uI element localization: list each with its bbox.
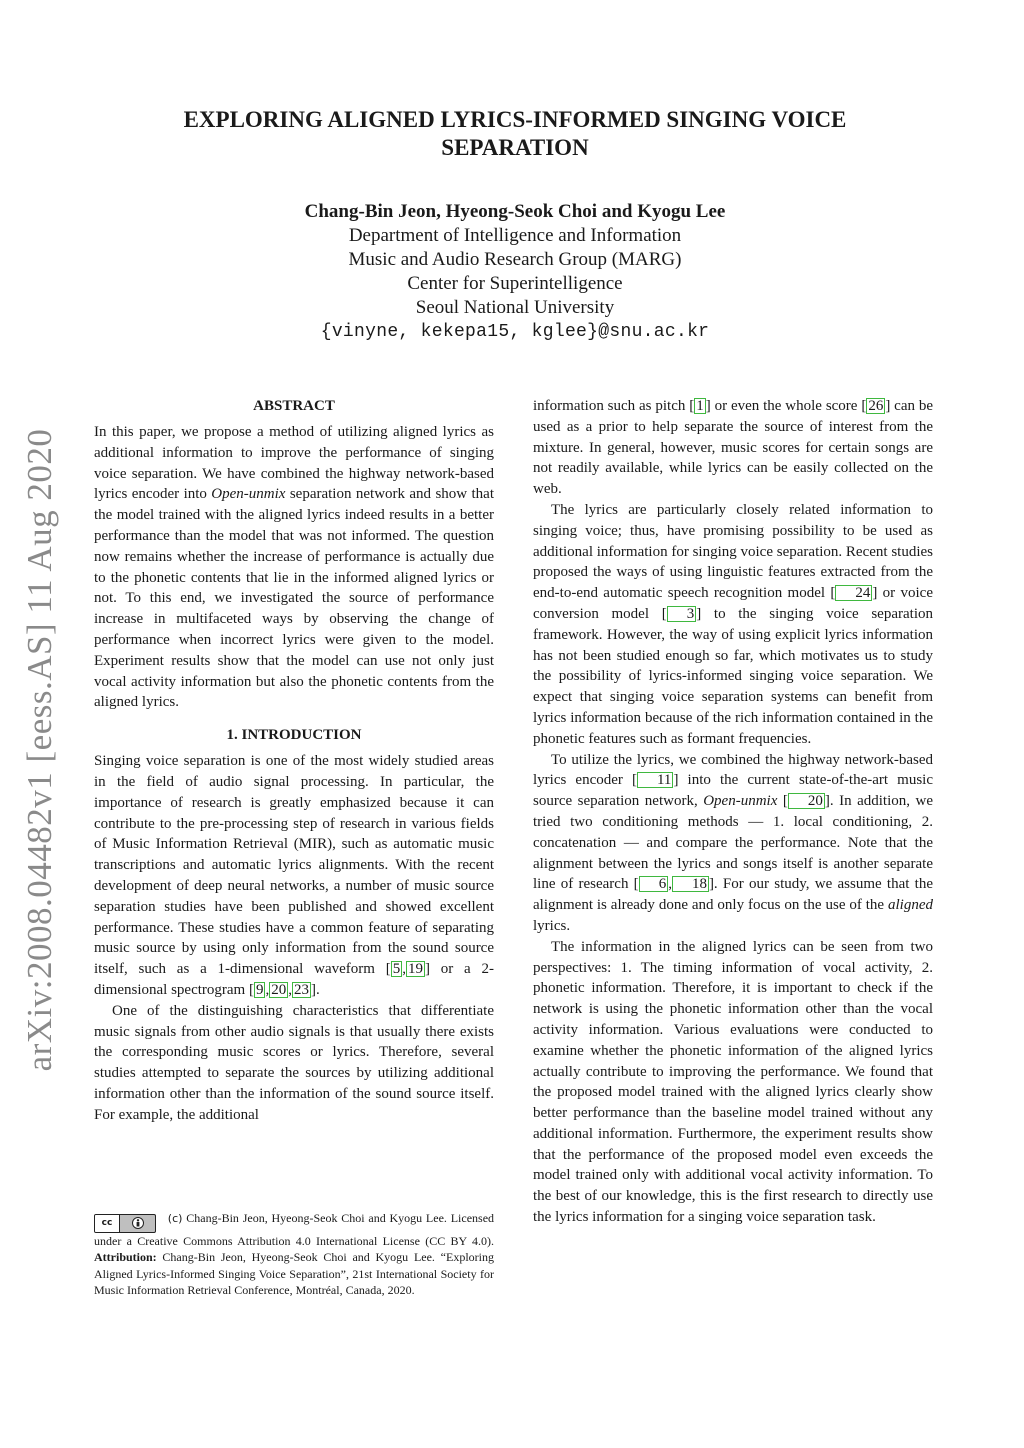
citation-link[interactable]: 18 — [672, 876, 709, 892]
affiliation-line: Department of Intelligence and Information — [348, 225, 682, 246]
abstract-text: In this paper, we propose a method of utilizing aligned lyrics as additional information to improve the performance of singing voice separation. We have combined the highway network-based lyrics encoder into Open-unmix separation network and show that the model trained with the aligned lyrics indeed results in a better performance than the model that was not informed. The question now remains whether the increase of performance is actually due to the phonetic contents that lie in the informed aligned lyrics or not. To this end, we investigated the source of performance increase in multifaceted ways by observing the change of performance when incorrect lyrics were given to the model. Experiment results show that the model can use not only just vocal activity information but also the phonetic contents from the aligned lyrics. — [94, 424, 494, 711]
citation-link[interactable]: 9 — [255, 981, 264, 998]
intro-paragraph-3: information such as pitch [ 1 ] or even the whole score [ 26 ] can be used as a prior to help separate the source of interest from the mixture. In general, however, music scores for certain songs are not readily available, while lyrics can be easily collected on the web. — [533, 398, 934, 498]
author-block — [200, 200, 830, 344]
affiliation-line: Center for Superintelligence — [407, 273, 623, 294]
paper-title: EXPLORING ALIGNED LYRICS-INFORMED SINGING VOICE SEPARATION — [183, 107, 847, 160]
citation-link[interactable]: 3 — [667, 606, 697, 622]
person-icon — [132, 1217, 144, 1229]
author-names: Chang-Bin Jeon, Hyeong-Seok Choi and Kyogu Lee — [304, 201, 726, 222]
citation-link[interactable]: 20 — [271, 981, 287, 998]
affiliation-line: Seoul National University — [415, 297, 615, 318]
citation-link[interactable]: 1 — [696, 398, 704, 414]
right-column — [533, 396, 933, 1228]
author-emails: {vinyne, kekepa15, kglee}@snu.ac.kr — [320, 322, 710, 342]
citation-link[interactable]: 24 — [835, 585, 872, 601]
citation-link[interactable]: 26 — [868, 398, 884, 414]
citation-link[interactable]: 23 — [293, 981, 309, 998]
intro-paragraph-1: Singing voice separation is one of the most widely studied areas in the field of audio signal processing. In particular, the importance of research is greatly emphasized because it can contribute to the pre-processing step of research in various fields of Music Information Retrieval (MIR), such as automatic music transcriptions and automatic lyrics alignments. With the recent development of deep neural networks, a number of music source separation studies have been published and showed excellent performance. These studies have a common feature of separating music source by using only information from the sound source itself, such as a 1-dimensional waveform [ 5 , 19 ] or a 2-dimensional spectrogram [ 9 , 20 , 23 ]. — [94, 753, 494, 998]
arxiv-id-text: arXiv:2008.04482v1 [eess.AS] 11 Aug 2020 — [20, 428, 59, 1072]
intro-paragraph-4: The lyrics are particularly closely related information to singing voice; thus, have promising possibility to be used as additional information for singing voice separation. Recent studies proposed the ways of using linguistic features extracted from the end-to-end automatic speech recognition model [ 24 ] or voice conversion model [ 3 ] to the singing voice separation framework. However, the way of using explicit lyrics information has not been studied enough so far, which motivates us to study the possibility of lyrics-informed singing voice separation. We expect that singing voice separation systems can benefit from lyrics information because of the rich information contained in the phonetic features such as formant frequencies. — [533, 501, 933, 747]
intro-paragraph-5: To utilize the lyrics, we combined the highway network-based lyrics encoder [ 11 ] into the current state-of-the-art music source separation network, Open-unmix [ 20 ]. In addition, we tried two conditioning methods — 1. local conditioning, 2. concatenation — and compare the performance. Note that the alignment between the lyrics and songs itself is another separate line of research [ 6 , 18 ]. For our study, we assume that the alignment is already done and only focus on the use of the aligned lyrics. — [533, 751, 933, 934]
citation-link[interactable]: 11 — [637, 772, 673, 788]
license-footnote: cc (c) Chang-Bin Jeon, Hyeong-Seok Choi and Kyogu Lee. Licensed under a Creative Commons Attribution 4.0 International License (CC BY 4.0). Attribution: Chang-Bin Jeon, Hyeong-Seok Choi and Kyogu Lee. “Exploring Aligned Lyrics-Informed Singing Voice Separation”, 21st International Society for Music Information Retrieval Conference, Montréal, Canada, 2020. — [94, 1211, 495, 1298]
introduction-heading: 1. INTRODUCTION — [226, 727, 362, 744]
left-column — [94, 396, 494, 1126]
citation-link[interactable]: 5 — [392, 961, 401, 978]
citation-link[interactable]: 20 — [788, 793, 825, 809]
copyright-symbol: (c) — [167, 1212, 183, 1225]
cc-by-license-icon[interactable]: cc — [94, 1214, 156, 1233]
affiliation-line: Music and Audio Research Group (MARG) — [348, 249, 682, 270]
intro-paragraph-2: One of the distinguishing characteristics that differentiate music signals from other audio signals is that usually there exists the corresponding music scores or lyrics. Therefore, several studies attempted to separate the sources by utilizing additional information other than the information of the sound source itself. For example, the additional — [94, 1002, 494, 1123]
arxiv-identifier — [10, 430, 70, 1070]
citation-link[interactable]: 19 — [407, 961, 423, 978]
citation-link[interactable]: 6 — [639, 876, 669, 892]
abstract-heading: ABSTRACT — [253, 398, 335, 414]
intro-paragraph-6: The information in the aligned lyrics can be seen from two perspectives: 1. The timing information of vocal activity, 2. phonetic information. Therefore, it is important to check if the network is using the phonetic information other than the vocal activity information. Various evaluations were conducted to examine whether the phonetic information of the aligned lyrics actually contribute to improving the performance. We found that the proposed model trained with the aligned lyrics clearly show better performance than the baseline model trained without any additional information. Furthermore, the experiment results show that the performance of the proposed model even exceeds the model trained only with additional vocal activity information. To the best of our knowledge, this is the first research to directly use the lyrics information for a singing voice separation task. — [533, 938, 933, 1226]
